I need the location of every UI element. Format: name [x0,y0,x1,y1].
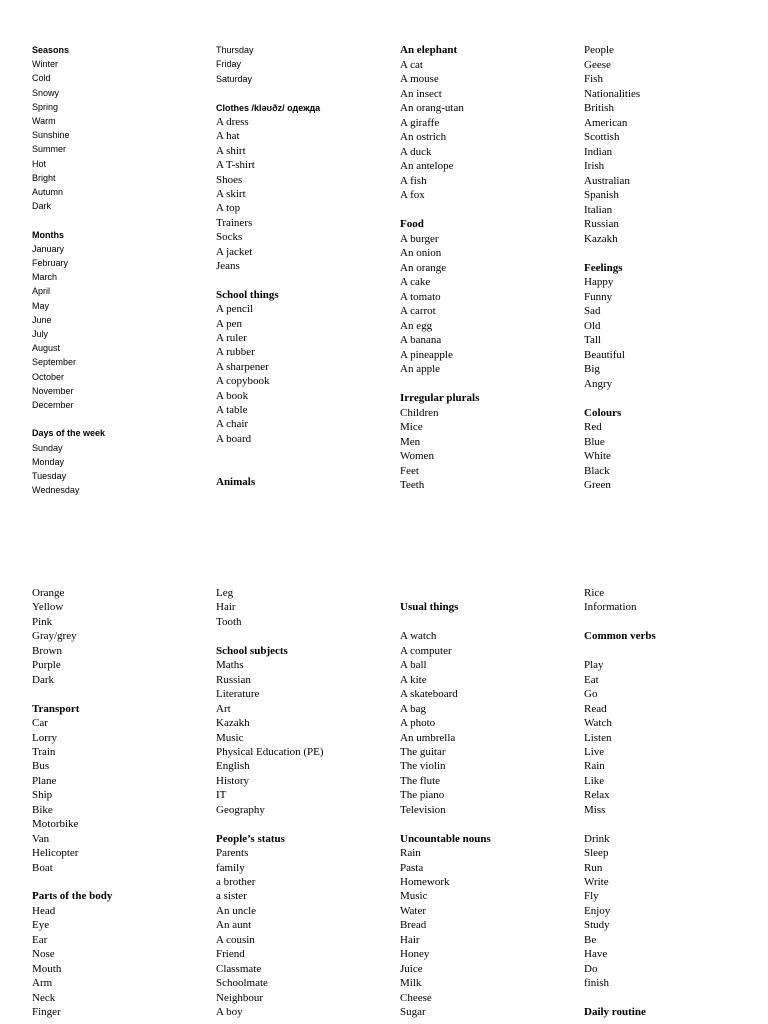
vocab-item: A duck [400,145,432,158]
vocab-item: Van [32,832,50,845]
vocab-item: Men [400,435,421,448]
vocab-item: An apple [400,363,441,375]
section-heading: Irregular plurals [400,392,480,404]
section-heading: Food [400,218,424,230]
vocab-item: January [32,243,65,254]
vocab-item: A rubber [216,346,255,359]
vocab-item: A top [216,202,241,215]
vocab-item: History [216,774,249,787]
vocab-item: Kazakh [216,717,250,730]
vocab-item: A shirt [216,144,246,157]
vocab-item: Snowy [32,87,60,98]
section-heading: Days of the week [32,428,106,439]
vocab-item: An orange [400,261,447,274]
vocab-item: Dark [32,201,52,212]
section-heading: Animals [216,476,256,488]
vocab-item: Autumn [32,187,64,197]
vocab-item: Physical Education (PE) [216,745,324,758]
vocab-item: Blue [584,435,605,448]
vocab-item: Beautiful [584,348,625,361]
vocab-item: Neighbour [216,991,264,1004]
vocab-item: Green [584,479,611,491]
vocab-item: Run [584,861,603,874]
vocab-item: Russian [584,218,619,230]
vocab-item: A ruler [216,332,247,344]
vocab-item: Mouth [32,962,62,975]
vocab-item: A kite [400,673,427,686]
vocab-item: Mice [400,421,423,433]
vocab-item: Like [584,774,605,787]
vocab-item: Art [216,702,231,715]
vocab-item: Do [584,962,598,975]
vocab-item: Go [584,688,598,701]
vocab-item: Plane [32,774,57,787]
vocab-item: Yellow [32,601,64,614]
vocab-item: A carrot [400,305,436,317]
vocab-item: Television [400,803,446,816]
vocab-item: Tall [584,334,601,346]
vocab-item: Winter [32,59,59,70]
vocab-item: The flute [400,774,441,787]
vocab-item: A banana [400,334,442,346]
vocab-item: Jeans [216,260,240,272]
vocab-item: An antelope [400,160,454,172]
vocab-item: Angry [584,377,613,390]
vocab-item: Monday [32,456,65,467]
section-heading: Colours [584,406,622,419]
vocab-item: Write [584,876,609,888]
vocab-item: People [584,44,614,56]
vocab-item: Friday [216,59,242,70]
vocab-item: A computer [400,644,452,657]
vocab-item: Maths [216,659,244,672]
vocab-item: Geography [216,803,265,816]
vocab-item: April [32,286,51,297]
vocab-item: finish [584,977,610,990]
vocab-item: The piano [400,789,445,802]
section-heading: Usual things [400,601,459,614]
vocab-item: Bus [32,760,50,773]
vocab-item: The guitar [400,745,446,758]
vocab-item: November [32,385,74,396]
section-heading: School subjects [216,644,288,657]
section-heading: An elephant [400,44,458,56]
section-heading: People’s status [216,832,285,845]
vocab-item: Brown [32,644,62,657]
vocab-item: Big [584,363,600,375]
vocab-item: A copybook [216,375,270,388]
vocab-item: A bag [400,702,426,715]
vocab-item: Sunday [32,442,63,453]
vocab-item: An uncle [216,904,257,917]
vocab-item: An ostrich [400,131,447,143]
vocab-item: Rain [400,847,421,860]
vocab-item: A T-shirt [216,159,255,172]
vocab-item: Pasta [400,861,424,874]
vocab-item: Saturday [216,73,253,84]
section-heading: Uncountable nouns [400,832,491,845]
vocab-item: Tooth [216,615,242,628]
vocab-item: A burger [400,232,439,245]
vocab-item: Geese [584,58,611,71]
vocab-item: Listen [584,731,612,744]
vocab-item: Pink [32,615,53,628]
vocab-item: Summer [32,144,67,155]
vocab-item: Italian [584,203,613,216]
vocab-item: October [32,371,65,382]
vocab-item: Funny [584,290,613,303]
vocab-item: A cake [400,276,431,288]
vocab-item: Fish [584,73,603,85]
vocab-item: Rain [584,760,605,773]
vocab-item: August [32,343,61,354]
vocab-item: A chair [216,418,249,431]
vocab-item: Leg [216,587,234,599]
vocab-item: Juice [400,962,423,975]
section-heading: Daily routine [584,1006,646,1019]
vocab-item: Information [584,601,637,614]
vocab-item: The violin [400,760,446,773]
vocab-item: Cold [32,73,51,84]
vocab-item: Finger [32,1006,61,1019]
vocab-item: July [32,329,49,339]
section-heading: Clothes /kləʊðz/ одежда [216,102,321,113]
vocab-item: A giraffe [400,116,440,129]
vocab-item: February [32,258,69,268]
vocab-item: Boat [32,861,53,874]
vocab-item: Be [584,933,597,946]
vocab-item: American [584,116,628,129]
vocab-item: Thursday [216,45,254,55]
vocab-item: Sleep [584,847,609,860]
vocab-item: Feet [400,464,419,477]
vocab-item: Bread [400,919,427,932]
vocab-item: Warm [32,116,56,126]
section-heading: School things [216,288,279,301]
vocab-item: Eye [32,919,50,932]
vocab-item: A pencil [216,303,253,316]
vocab-item: A sharpener [216,360,269,373]
vocab-item: A watch [400,630,437,643]
vocab-item: a brother [216,876,256,888]
vocab-item: Spring [32,101,59,112]
vocab-item: A skateboard [400,688,458,701]
vocab-item: A pineapple [400,348,453,361]
vocab-item: Red [584,421,602,433]
vocab-item: Gray/grey [32,630,77,643]
vocab-item: Music [216,731,244,744]
vocab-item: Watch [584,717,612,730]
section-heading: Months [32,229,64,240]
vocab-item: An umbrella [400,731,456,744]
vocab-item: British [584,102,614,114]
vocab-item: A photo [400,717,436,730]
vocab-item: Enjoy [584,904,611,917]
vocab-item: Motorbike [32,818,79,831]
vocab-item: A hat [216,130,240,143]
vocab-item: May [32,300,50,311]
vocab-item: A ball [400,659,427,672]
vocab-item: Purple [32,659,61,672]
vocab-item: Australian [584,174,630,187]
vocab-item: A jacket [216,245,253,258]
vocab-item: Sugar [400,1006,426,1019]
vocab-item: Tuesday [32,471,67,481]
vocab-item: Arm [32,977,53,990]
vocab-item: A cousin [216,933,255,946]
vocab-item: A mouse [400,73,439,85]
vocab-item: Nose [32,948,55,961]
vocab-item: Head [32,904,56,917]
vocab-item: An orang-utan [400,102,464,114]
vocab-item: Dark [32,673,54,686]
vocab-item: Women [400,450,434,462]
vocab-item: A tomato [400,290,441,303]
vocab-item: Honey [400,948,430,961]
section-heading: Feelings [584,261,623,274]
vocab-item: Children [400,406,439,419]
section-heading: Transport [32,702,80,715]
vocab-item: March [32,272,58,283]
vocab-item: Eat [584,673,599,686]
vocab-item: Lorry [32,731,58,744]
vocab-item: Hot [32,158,47,169]
vocab-item: Play [584,659,604,672]
vocab-item: December [32,400,74,410]
vocab-item: Relax [584,789,610,802]
vocab-item: Water [400,904,426,917]
vocab-item: Hair [400,933,420,946]
vocab-item: A book [216,389,249,402]
section-heading: Seasons [32,45,70,55]
vocab-item: An onion [400,247,442,259]
vocab-item: Nationalities [584,87,641,100]
vocab-item: A pen [216,317,242,330]
vocab-item: Helicopter [32,847,79,860]
vocab-item: Live [584,745,605,758]
vocab-item: Indian [584,145,613,158]
vocab-item: Orange [32,587,65,599]
vocab-item: Drink [584,832,610,845]
vocab-item: Ear [32,933,48,946]
vocab-item: A skirt [216,188,246,200]
vocab-item: Neck [32,991,56,1004]
vocab-item: Bike [32,803,53,816]
vocab-item: IT [216,789,227,802]
vocab-item: An egg [400,319,433,332]
vocab-item: A fox [400,189,425,201]
vocab-item: Milk [400,977,422,990]
vocab-item: family [216,861,245,874]
vocab-item: Happy [584,276,614,288]
vocab-item: Hair [216,601,236,614]
vocab-item: Bright [32,172,56,183]
vocab-item: Train [32,745,56,758]
vocab-item: Miss [584,803,606,816]
vocab-item: Black [584,464,610,477]
vocab-item: Study [584,919,610,932]
vocab-item: A board [216,432,252,445]
vocab-item: Cheese [400,991,432,1004]
vocab-item: Music [400,890,428,903]
vocab-item: Scottish [584,131,620,143]
vocab-item: An aunt [216,919,252,932]
vocab-item: September [32,357,77,368]
vocab-item: A table [216,404,248,416]
vocab-item: June [32,314,52,325]
vocab-item: Socks [216,231,243,244]
vocab-item: Rice [584,587,605,599]
section-heading: Common verbs [584,630,656,643]
vocab-item: Russian [216,673,251,686]
vocab-item: Teeth [400,479,425,491]
vocab-item: Car [32,717,48,730]
vocab-item: Sad [584,305,601,317]
vocab-item: Irish [584,160,605,172]
vocab-item: a sister [216,890,247,903]
vocab-item: A cat [400,58,423,71]
vocab-item: Trainers [216,216,253,229]
vocab-item: A boy [216,1006,243,1019]
vocab-item: English [216,760,250,773]
vocab-item: Kazakh [584,232,618,245]
vocab-item: Wednesday [32,485,80,496]
vocab-item: An insect [400,87,442,100]
vocab-item: Shoes [216,173,243,186]
vocab-item: Old [584,319,601,332]
vocab-item: Have [584,948,608,961]
vocab-item: A fish [400,174,427,187]
vocab-item: Fly [584,890,599,903]
vocab-item: Classmate [216,962,262,975]
section-heading: Parts of the body [32,890,113,903]
vocab-item: Read [584,702,607,715]
vocab-item: Ship [32,789,53,802]
vocab-item: Literature [216,688,260,701]
vocab-item: Parents [216,847,249,860]
vocab-item: A dress [216,116,249,128]
vocab-item: Schoolmate [216,977,268,990]
vocab-item: White [584,450,611,462]
vocab-item: Sunshine [32,130,70,141]
vocab-item: Spanish [584,189,619,201]
vocab-item: Homework [400,876,450,888]
vocab-item: Friend [216,948,245,961]
